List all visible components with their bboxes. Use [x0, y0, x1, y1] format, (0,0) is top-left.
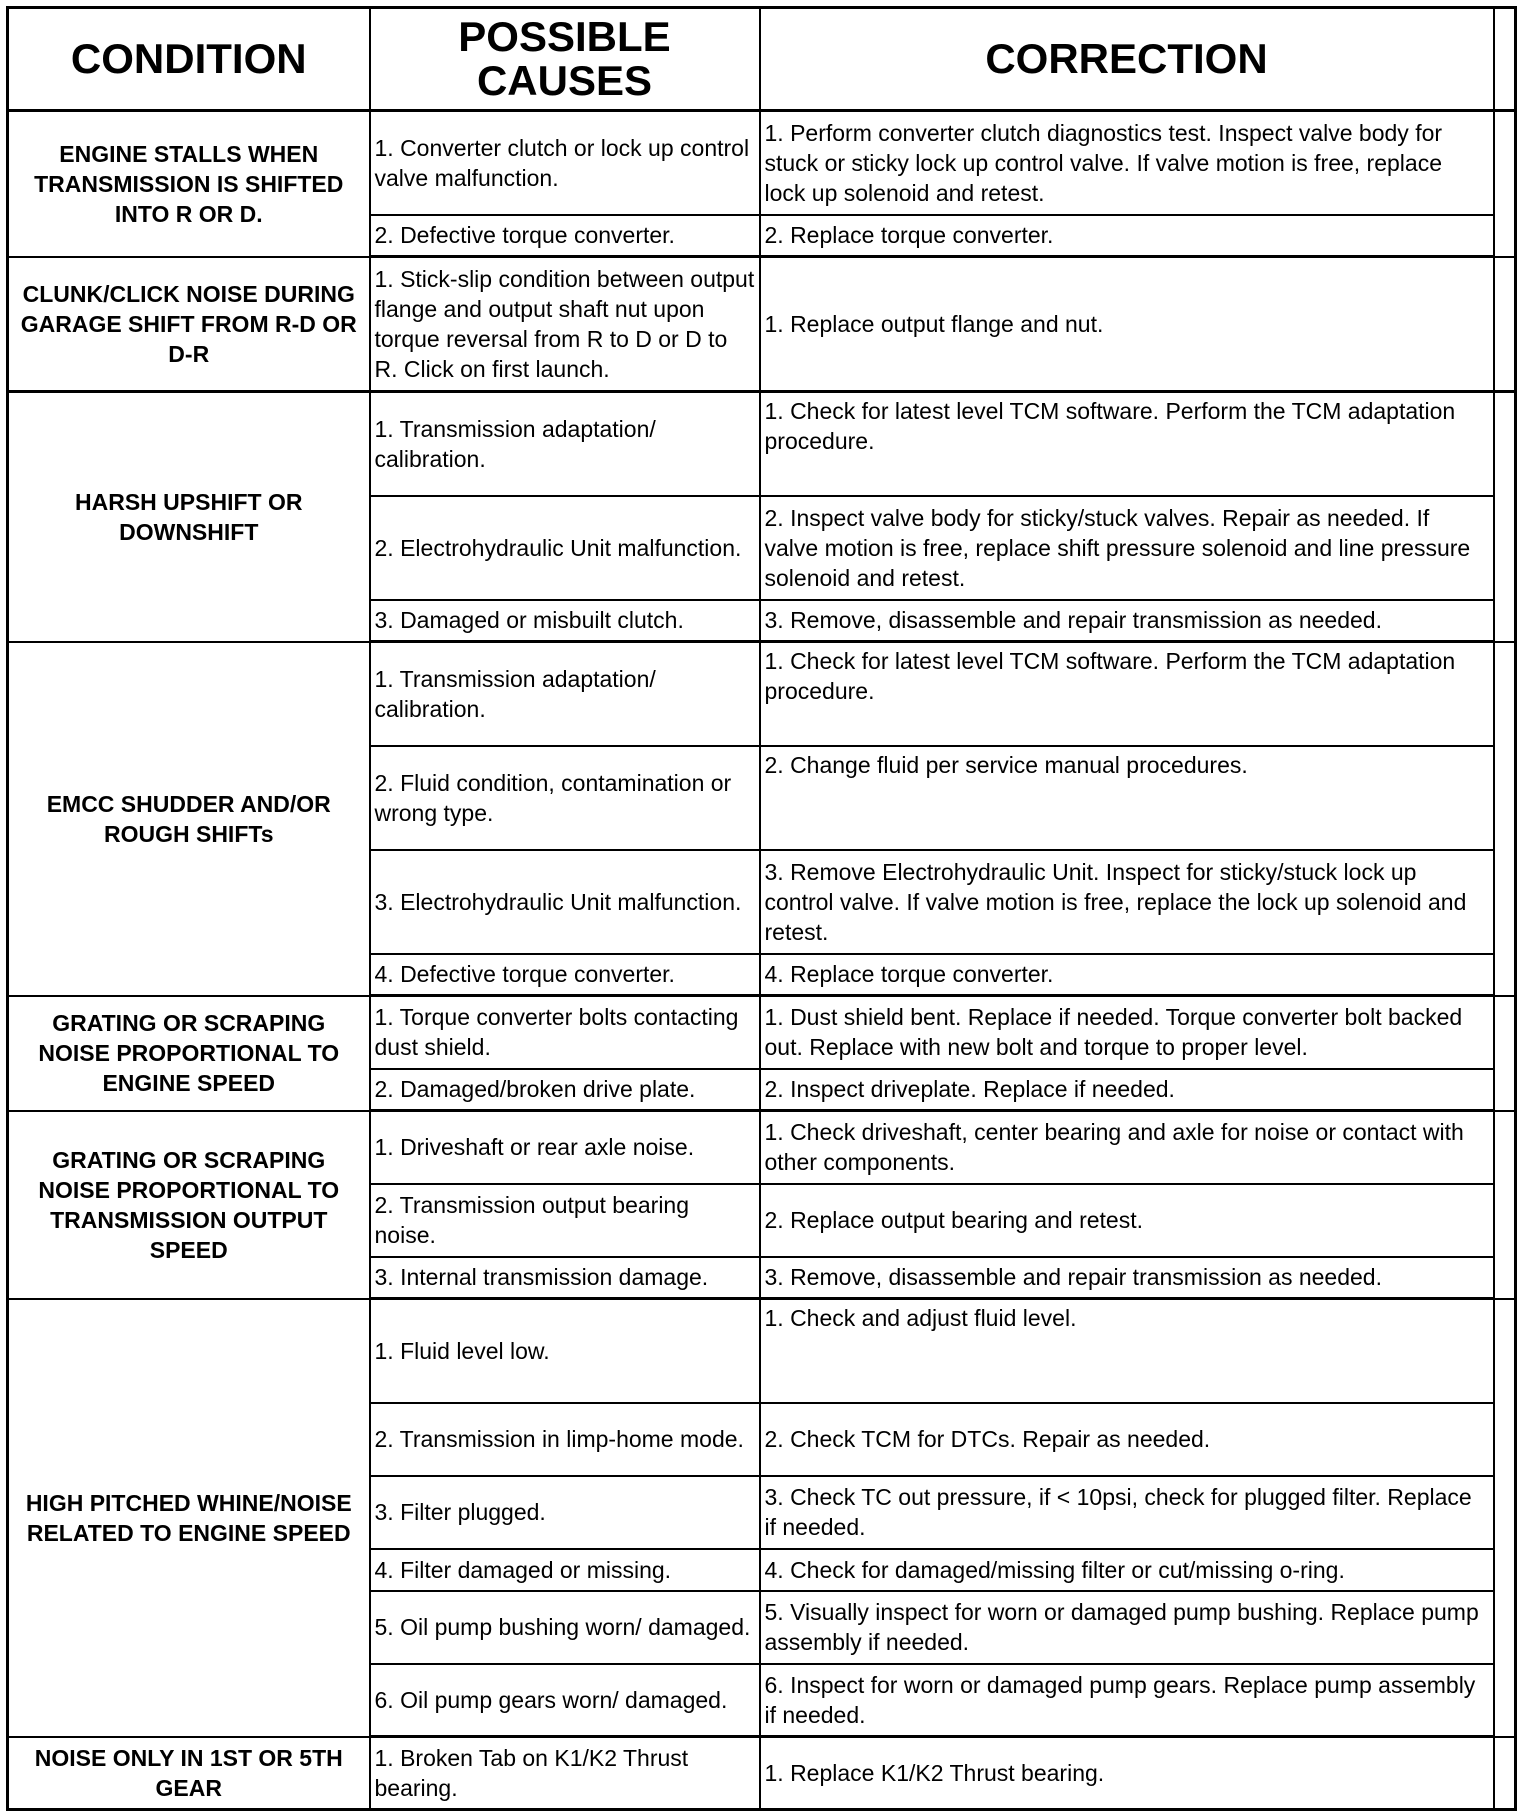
table-row [8, 392, 1516, 496]
correction-cell: 2. Inspect valve body for sticky/stuck valves. Repair as needed. If valve motion is free, replace shift pressure solenoid and line pressure solenoid and retest. [760, 496, 1494, 600]
cause-cell: 3. Internal transmission damage. [370, 1257, 760, 1299]
correction-cell: 4. Check for damaged/missing filter or cut/missing o-ring. [760, 1549, 1494, 1591]
diagnosis-body [8, 111, 1516, 1810]
cause-cell: 1. Broken Tab on K1/K2 Thrust bearing. [370, 1737, 760, 1810]
header-causes-line1: POSSIBLE [458, 13, 671, 60]
cause-cell: 1. Stick-slip condition between output flange and output shaft nut upon torque reversal from R to D or D to R. Click on first launch. [370, 257, 760, 392]
header-possible-causes [370, 8, 760, 111]
table-row [8, 642, 1516, 746]
cause-cell: 5. Oil pump bushing worn/ damaged. [370, 1591, 760, 1664]
cause-cell: 2. Fluid condition, contamination or wrong type. [370, 746, 760, 850]
diagnosis-table [6, 6, 1517, 1811]
correction-cell: 2. Replace torque converter. [760, 215, 1494, 257]
diagnosis-sheet [6, 6, 1514, 1801]
correction-cell: 2. Inspect driveplate. Replace if needed. [760, 1069, 1494, 1111]
correction-cell: 1. Check driveshaft, center bearing and axle for noise or contact with other components. [760, 1111, 1494, 1184]
cause-cell: 2. Defective torque converter. [370, 215, 760, 257]
condition-cell: EMCC SHUDDER AND/OR ROUGH SHIFTs [8, 642, 370, 996]
correction-cell: 1. Replace K1/K2 Thrust bearing. [760, 1737, 1494, 1810]
header-condition: CONDITION [8, 8, 370, 111]
cause-cell: 1. Fluid level low. [370, 1299, 760, 1403]
correction-cell: 1. Check and adjust fluid level. [760, 1299, 1494, 1403]
cause-cell: 4. Filter damaged or missing. [370, 1549, 760, 1591]
cause-cell: 2. Electrohydraulic Unit malfunction. [370, 496, 760, 600]
correction-cell: 1. Dust shield bent. Replace if needed. Torque converter bolt backed out. Replace with new bolt and torque to proper level. [760, 996, 1494, 1069]
correction-cell: 4. Replace torque converter. [760, 954, 1494, 996]
cause-cell: 2. Transmission output bearing noise. [370, 1184, 760, 1257]
correction-cell: 1. Replace output flange and nut. [760, 257, 1494, 392]
spacer-cell [1494, 392, 1516, 642]
condition-cell: CLUNK/CLICK NOISE DURING GARAGE SHIFT FROM R-D OR D-R [8, 257, 370, 392]
correction-cell: 1. Perform converter clutch diagnostics test. Inspect valve body for stuck or sticky lock up control valve. If valve motion is free, replace lock up solenoid and retest. [760, 111, 1494, 215]
header-causes-line2: CAUSES [476, 57, 653, 104]
cause-cell: 6. Oil pump gears worn/ damaged. [370, 1664, 760, 1737]
table-row [8, 1737, 1516, 1810]
table-row [8, 111, 1516, 215]
spacer-cell [1494, 1737, 1516, 1810]
cause-cell: 1. Driveshaft or rear axle noise. [370, 1111, 760, 1184]
correction-cell: 5. Visually inspect for worn or damaged pump bushing. Replace pump assembly if needed. [760, 1591, 1494, 1664]
cause-cell: 4. Defective torque converter. [370, 954, 760, 996]
cause-cell: 1. Transmission adaptation/ calibration. [370, 642, 760, 746]
correction-cell: 3. Remove, disassemble and repair transmission as needed. [760, 600, 1494, 642]
correction-cell: 2. Check TCM for DTCs. Repair as needed. [760, 1403, 1494, 1476]
table-row [8, 996, 1516, 1069]
header-spacer [1494, 8, 1516, 111]
condition-cell: GRATING OR SCRAPING NOISE PROPORTIONAL TO ENGINE SPEED [8, 996, 370, 1111]
header-row [8, 8, 1516, 111]
spacer-cell [1494, 111, 1516, 257]
table-row [8, 1299, 1516, 1403]
header-correction: CORRECTION [760, 8, 1494, 111]
correction-cell: 2. Change fluid per service manual procedures. [760, 746, 1494, 850]
correction-cell: 6. Inspect for worn or damaged pump gears. Replace pump assembly if needed. [760, 1664, 1494, 1737]
correction-cell: 3. Remove, disassemble and repair transmission as needed. [760, 1257, 1494, 1299]
condition-cell: GRATING OR SCRAPING NOISE PROPORTIONAL TO TRANSMISSION OUTPUT SPEED [8, 1111, 370, 1299]
cause-cell: 3. Damaged or misbuilt clutch. [370, 600, 760, 642]
spacer-cell [1494, 1111, 1516, 1299]
cause-cell: 3. Electrohydraulic Unit malfunction. [370, 850, 760, 954]
correction-cell: 1. Check for latest level TCM software. Perform the TCM adaptation procedure. [760, 642, 1494, 746]
cause-cell: 3. Filter plugged. [370, 1476, 760, 1549]
cause-cell: 1. Converter clutch or lock up control valve malfunction. [370, 111, 760, 215]
cause-cell: 2. Damaged/broken drive plate. [370, 1069, 760, 1111]
correction-cell: 3. Check TC out pressure, if < 10psi, check for plugged filter. Replace if needed. [760, 1476, 1494, 1549]
correction-cell: 2. Replace output bearing and retest. [760, 1184, 1494, 1257]
spacer-cell [1494, 996, 1516, 1111]
cause-cell: 1. Transmission adaptation/ calibration. [370, 392, 760, 496]
condition-cell: NOISE ONLY IN 1ST OR 5TH GEAR [8, 1737, 370, 1810]
table-row [8, 257, 1516, 392]
correction-cell: 1. Check for latest level TCM software. Perform the TCM adaptation procedure. [760, 392, 1494, 496]
condition-cell: HIGH PITCHED WHINE/NOISE RELATED TO ENGINE SPEED [8, 1299, 370, 1737]
cause-cell: 1. Torque converter bolts contacting dust shield. [370, 996, 760, 1069]
cause-cell: 2. Transmission in limp-home mode. [370, 1403, 760, 1476]
correction-cell: 3. Remove Electrohydraulic Unit. Inspect for sticky/stuck lock up control valve. If valve motion is free, replace the lock up solenoid and retest. [760, 850, 1494, 954]
spacer-cell [1494, 642, 1516, 996]
table-row [8, 1111, 1516, 1184]
spacer-cell [1494, 257, 1516, 392]
condition-cell: HARSH UPSHIFT OR DOWNSHIFT [8, 392, 370, 642]
condition-cell: ENGINE STALLS WHEN TRANSMISSION IS SHIFTED INTO R OR D. [8, 111, 370, 257]
spacer-cell [1494, 1299, 1516, 1737]
